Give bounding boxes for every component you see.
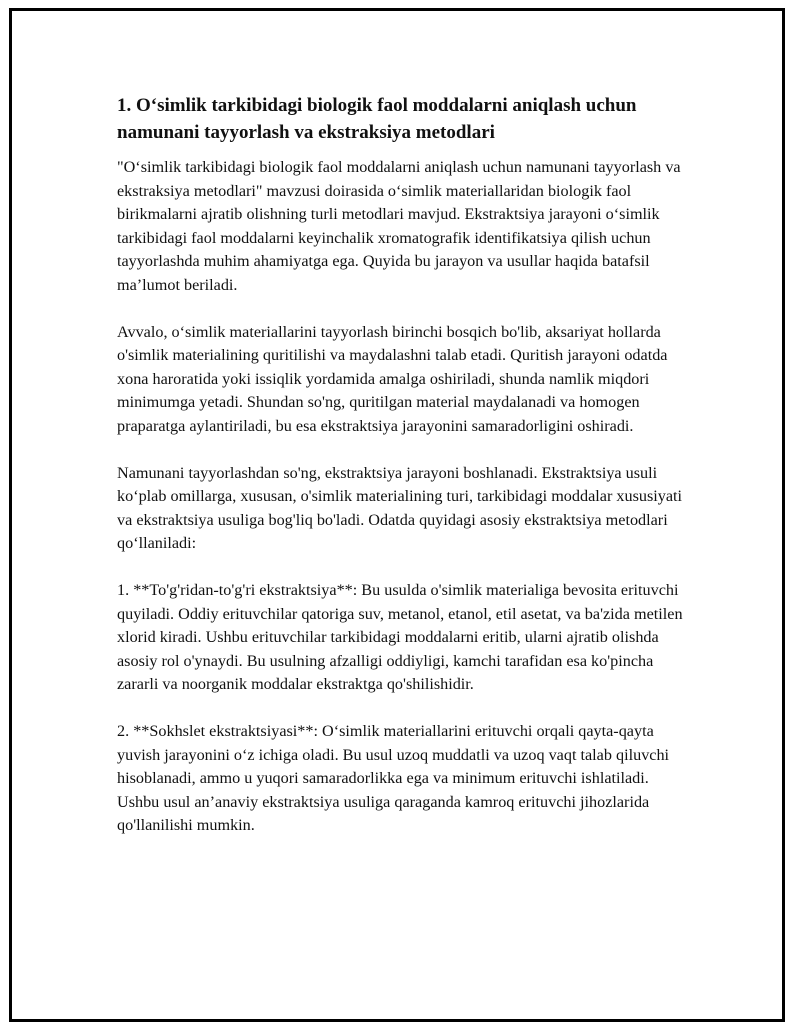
- paragraph-preparation: Avvalo, o‘simlik materiallarini tayyorlash birinchi bosqich bo'lib, aksariyat hollarda o'simlik materialining quritilishi va maydalashni talab etadi. Quritish jarayoni odatda xona haroratida yoki issiqlik yordamida amalga oshiriladi, shunda namlik miqdori minimumga yetadi. Shundan so'ng, quritilgan material maydalanadi va homogen praparatga aylantiriladi, bu esa ekstraktsiya jarayonini samaradorligini oshiradi.: [117, 322, 668, 435]
- paragraph-method-soxhlet: 2. **Sokhslet ekstraktsiyasi**: O‘simlik materiallarini erituvchi orqali qayta-qayta yuvish jarayonini o‘z ichiga oladi. Bu usul uzoq muddatli va uzoq vaqt talab qiluvchi hisoblanadi, ammo u yuqori samaradorlikka ega va minimum erituvchi ishlatiladi. Ushbu usul an’anaviy ekstraktsiya usuliga qaraganda kamroq erituvchi jihozlarida qo'llanilishi mumkin.: [117, 722, 670, 834]
- section-heading: 1. O‘simlik tarkibidagi biologik faol moddalarni aniqlash uchun namunani tayyorlash va ekstraksiya metodlari: [117, 95, 637, 143]
- paragraph-method-direct: 1. **To'g'ridan-to'g'ri ekstraktsiya**: Bu usulda o'simlik materialiga bevosita erituvchi quyiladi. Oddiy erituvchilar qatoriga suv, metanol, etanol, etil asetat, va ba'zida metilen xlorid kiradi. Ushbu erituvchilar tarkibidagi moddalarni eritib, ularni ajratib olishda asosiy rol o'ynaydi. Bu usulning afzalligi oddiyligi, kamchi tarafidan esa ko'pincha zararli va noorganik moddalar ekstraktga qo'shilishidir.: [117, 581, 683, 693]
- paragraph-intro: "O‘simlik tarkibidagi biologik faol moddalarni aniqlash uchun namunani tayyorlash va ekstraksiya metodlari" mavzusi doirasida o‘simlik materiallaridan biologik faol birikmalarni ajratib olishning turli metodlari mavjud. Ekstraktsiya jarayoni o‘simlik tarkibidagi faol moddalarni keyinchalik xromatografik identifikatsiya qilish uchun tayyorlashda muhim ahamiyatga ega. Quyida bu jarayon va usullar haqida batafsil ma’lumot beriladi.: [117, 158, 681, 294]
- paragraph-extraction-start: Namunani tayyorlashdan so'ng, ekstraktsiya jarayoni boshlanadi. Ekstraktsiya usuli ko‘plab omillarga, xususan, o'simlik materialining turi, tarkibidagi moddalar xususiyati va ekstraktsiya usuliga bog'liq bo'ladi. Odatda quyidagi asosiy ekstraktsiya metodlari qo‘llaniladi:: [117, 463, 683, 552]
- document-body: [117, 92, 692, 861]
